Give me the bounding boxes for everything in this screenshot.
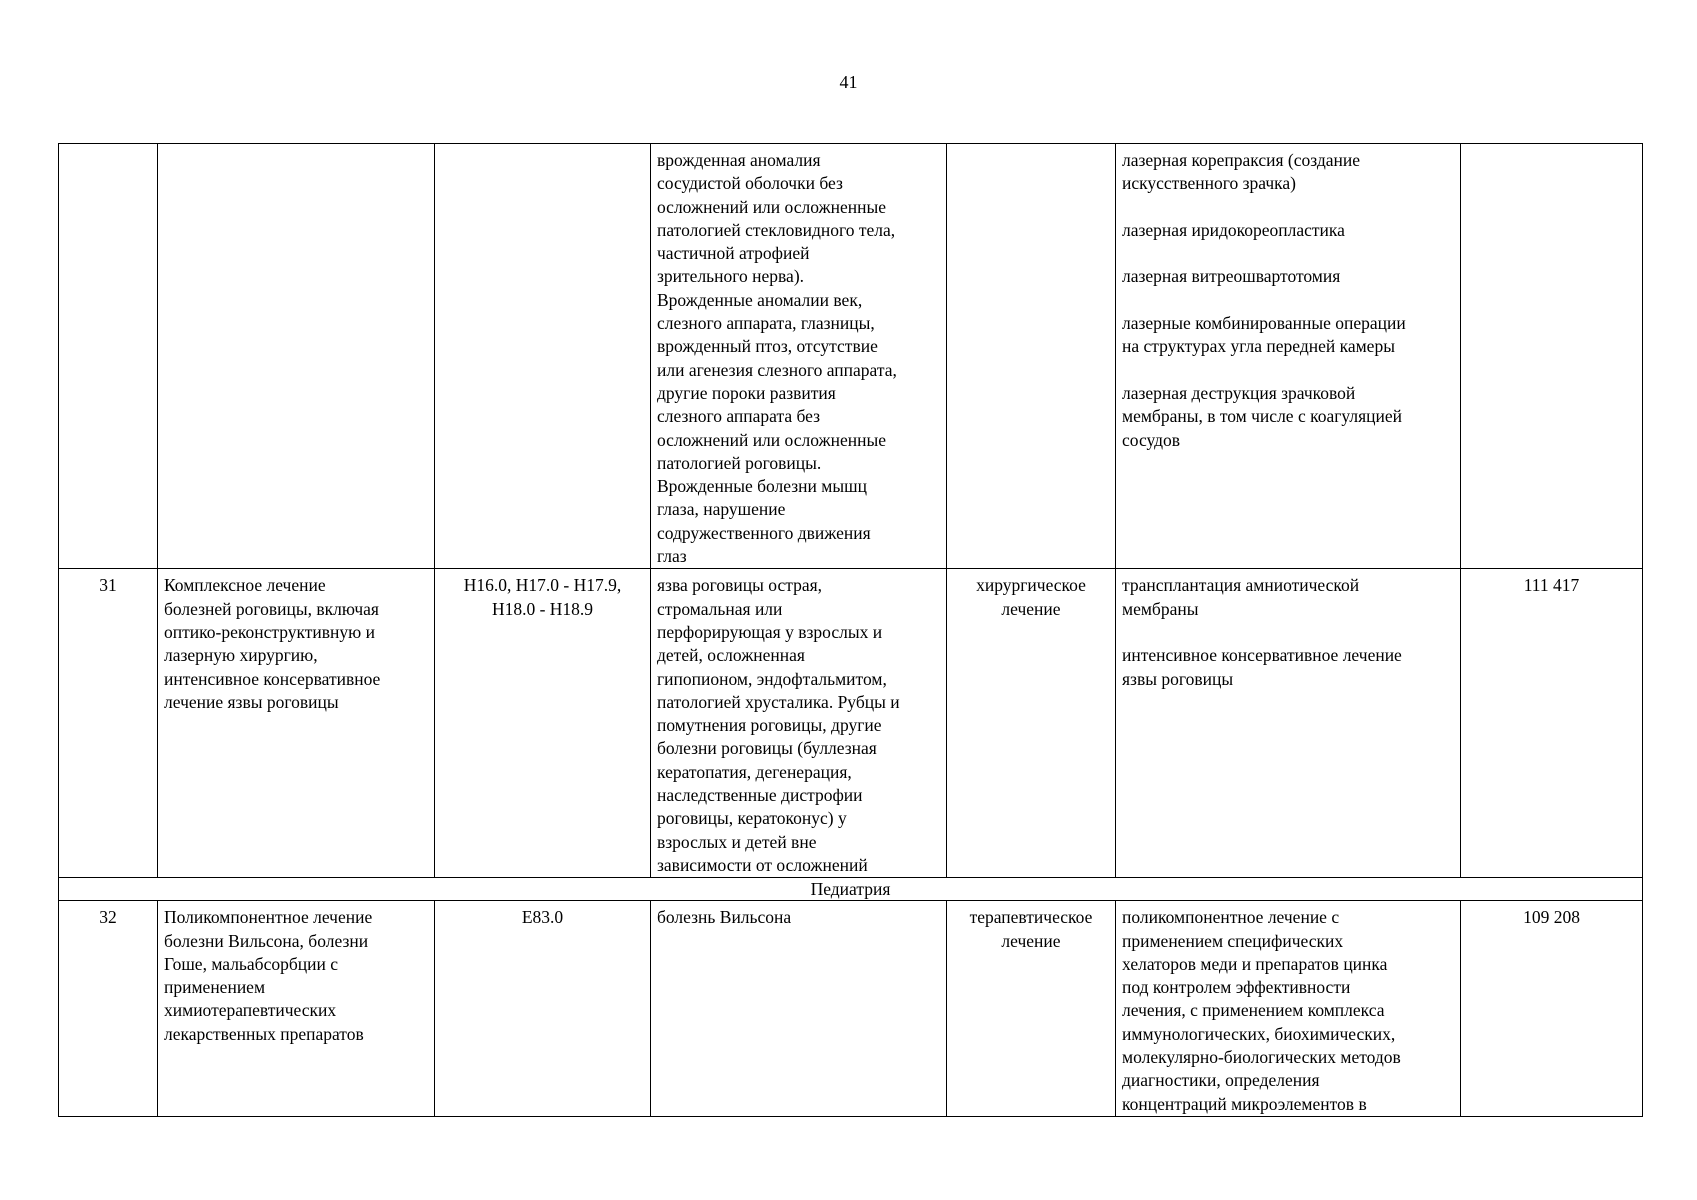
treatment-methods <box>1116 569 1461 878</box>
method-item: лазерная корепраксия (создание искусственного зрачка) <box>1122 150 1360 194</box>
method-item: лазерные комбинированные операции на структурах угла передней камеры <box>1122 313 1406 357</box>
table-row <box>59 144 1643 569</box>
method-item: интенсивное консервативное лечение язвы роговицы <box>1122 645 1402 689</box>
section-title: Педиатрия <box>59 878 1643 901</box>
patient-model: болезнь Вильсона <box>651 901 947 1117</box>
patient-model: врожденная аномалия сосудистой оболочки без осложнений или осложненные патологией стекловидного тела, частичной атрофией зрительного нерва). Врожденные аномалии век, слезного аппарата, глазницы, врожденный птоз, отсутствие или агенезия слезного аппарата, другие пороки развития слезного аппарата без осложнений или осложненные патологией роговицы. Врожденные болезни мышц глаза, нарушение содружественного движения глаз <box>651 144 947 569</box>
treatment-type <box>947 144 1116 569</box>
method-item: лазерная деструкция зрачковой мембраны, в том числе с коагуляцией сосудов <box>1122 382 1403 450</box>
method-item: поликомпонентное лечение с применением специфических хелаторов меди и препаратов цинка под контролем эффективности лечения, с применением комплекса иммунологических, биохимических, молекулярно-биологических методов диагностики, определения концентраций микроэлементов в <box>1122 907 1401 1114</box>
page-number: 41 <box>839 72 858 92</box>
care-type-name: Поликомпонентное лечение болезни Вильсона, болезни Гоше, мальабсорбции с применением химиотерапевтических лекарственных препаратов <box>158 901 435 1117</box>
row-number <box>59 144 158 569</box>
table-row <box>59 901 1643 1117</box>
row-number: 31 <box>59 569 158 878</box>
method-item: лазерная иридокореопластика <box>1122 219 1345 240</box>
treatment-type: хирургическое лечение <box>947 569 1116 878</box>
patient-model: язва роговицы острая, стромальная или перфорирующая у взрослых и детей, осложненная гипопионом, эндофтальмитом, патологией хрусталика. Рубцы и помутнения роговицы, другие болезни роговицы (буллезная кератопатия, дегенерация, наследственные дистрофии роговицы, кератоконус) у взрослых и детей вне зависимости от осложнений <box>651 569 947 878</box>
section-header-row <box>59 878 1643 901</box>
method-item: лазерная витреошвартотомия <box>1122 266 1341 287</box>
price: 109 208 <box>1461 901 1643 1117</box>
row-number: 32 <box>59 901 158 1117</box>
care-type-name: Комплексное лечение болезней роговицы, включая оптико-реконструктивную и лазерную хирургию, интенсивное консервативное лечение язвы роговицы <box>158 569 435 878</box>
care-type-name <box>158 144 435 569</box>
medical-care-table <box>58 143 1643 1117</box>
price <box>1461 144 1643 569</box>
method-item: трансплантация амниотической мембраны <box>1122 575 1360 619</box>
treatment-type: терапевтическое лечение <box>947 901 1116 1117</box>
icd-codes: H16.0, H17.0 - H17.9, H18.0 - H18.9 <box>435 569 651 878</box>
table-row <box>59 569 1643 878</box>
icd-codes: E83.0 <box>435 901 651 1117</box>
icd-codes <box>435 144 651 569</box>
treatment-methods <box>1116 144 1461 569</box>
treatment-methods <box>1116 901 1461 1117</box>
price: 111 417 <box>1461 569 1643 878</box>
